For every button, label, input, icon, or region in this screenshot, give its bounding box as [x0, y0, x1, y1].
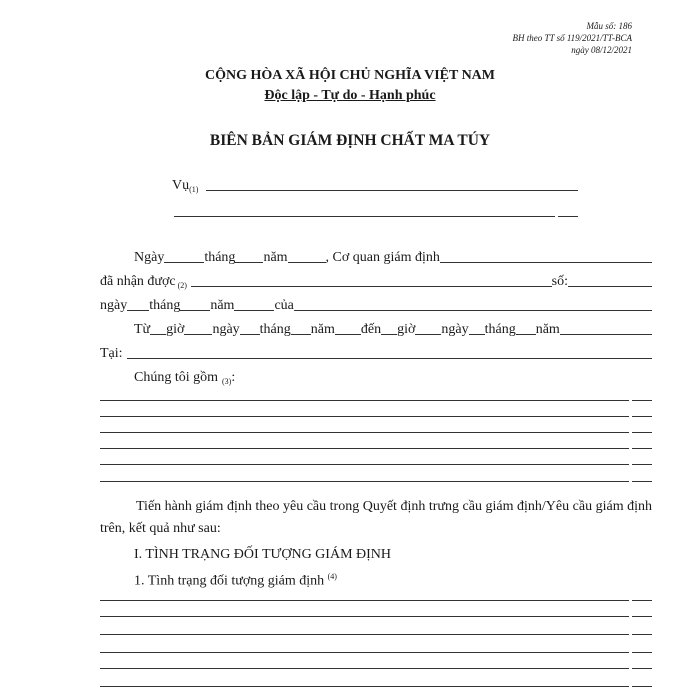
date-day-label: ngày: [100, 298, 128, 313]
to-hour-field[interactable]: [381, 334, 397, 335]
received-row: [134, 248, 652, 266]
form-date-line: ngày 08/12/2021: [571, 45, 632, 55]
case-row: [172, 176, 578, 194]
members-note: (3): [222, 377, 232, 386]
agency-label: , Cơ quan giám định: [325, 250, 440, 265]
from-label: Từ: [134, 322, 151, 337]
case-note: (1): [189, 185, 199, 194]
to-gap[interactable]: [335, 334, 361, 335]
date-year-label: năm: [210, 298, 235, 313]
from-month-label: tháng: [259, 322, 291, 337]
to-month-field[interactable]: [469, 334, 485, 335]
place-label: Tại:: [100, 346, 123, 361]
to-year-value-field[interactable]: [560, 334, 652, 335]
to-month-label: tháng: [484, 322, 516, 337]
to-day-field[interactable]: [415, 334, 441, 335]
number-label: số:: [551, 274, 568, 289]
form-number-line: Mẫu số: 186: [586, 21, 632, 31]
time-row: [134, 320, 652, 338]
country-name: CỘNG HÒA XÃ HỘI CHỦ NGHĨA VIỆT NAM: [204, 68, 495, 83]
condition-field-line-6[interactable]: [100, 686, 652, 687]
members-label: Chúng tôi gồm: [134, 370, 219, 385]
date-row: [100, 296, 652, 314]
date-month-label: tháng: [149, 298, 181, 313]
day-label: Ngày: [134, 250, 165, 265]
members-row: [134, 368, 652, 386]
from-year-label: năm: [310, 322, 335, 337]
agency-field[interactable]: [440, 262, 618, 263]
members-field-line-2[interactable]: [100, 416, 652, 417]
line-tail: [618, 286, 652, 287]
condition-field-line-5[interactable]: [100, 668, 652, 669]
condition-field-line-4[interactable]: [100, 652, 652, 653]
year-label: năm: [263, 250, 288, 265]
line-tail: [618, 310, 652, 311]
form-number: [432, 20, 632, 56]
month-field[interactable]: [235, 262, 263, 263]
from-year-field[interactable]: [291, 334, 311, 335]
from-day-field[interactable]: [184, 334, 212, 335]
document-title: BIÊN BẢN GIÁM ĐỊNH CHẤT MA TÚY: [209, 132, 491, 149]
condition-field-line-3[interactable]: [100, 634, 652, 635]
case-field-line-2[interactable]: [174, 216, 578, 217]
line-tail: [618, 358, 652, 359]
to-hour-label: giờ: [397, 322, 416, 337]
condition-field-line-2[interactable]: [100, 616, 652, 617]
section-heading: I. TÌNH TRẠNG ĐỐI TƯỢNG GIÁM ĐỊNH: [134, 547, 392, 562]
to-label: đến: [360, 322, 382, 337]
received-from-row: [100, 272, 652, 290]
received-label: đã nhận được: [100, 274, 176, 289]
received-note: (2): [177, 281, 187, 290]
from-month-field[interactable]: [240, 334, 260, 335]
month-label: tháng: [204, 250, 236, 265]
members-colon: :: [231, 370, 236, 385]
from-hour-label: giờ: [166, 322, 185, 337]
case-label: Vụ: [172, 178, 190, 193]
place-field[interactable]: [127, 358, 618, 359]
from-hour-field[interactable]: [150, 334, 166, 335]
day-field[interactable]: [164, 262, 204, 263]
subsection-heading: [134, 566, 654, 593]
condition-field-line-1[interactable]: [100, 600, 652, 601]
date-day-field[interactable]: [127, 310, 149, 311]
line-tail: [618, 262, 652, 263]
number-field[interactable]: [568, 286, 618, 287]
subsection-label: 1. Tình trạng đối tượng giám định: [134, 573, 325, 589]
members-field-line-4[interactable]: [100, 448, 652, 449]
to-year-field[interactable]: [516, 334, 536, 335]
from-day-label: ngày: [212, 322, 240, 337]
received-field[interactable]: [191, 286, 552, 287]
to-year-label: năm: [535, 322, 560, 337]
of-field[interactable]: [294, 310, 618, 311]
members-field-line-6[interactable]: [100, 481, 652, 482]
of-label: của: [274, 298, 294, 313]
form-regulation-line: BH theo TT số 119/2021/TT-BCA: [512, 33, 632, 43]
year-field[interactable]: [288, 262, 326, 263]
motto-wrap: [0, 88, 700, 104]
members-field-line-5[interactable]: [100, 464, 652, 465]
subsection-note: (4): [327, 572, 337, 581]
to-day-label: ngày: [441, 322, 469, 337]
date-year-field[interactable]: [234, 310, 274, 311]
place-row: [100, 344, 652, 362]
case-field[interactable]: [206, 190, 578, 191]
members-field-line-1[interactable]: [100, 400, 652, 401]
intro-paragraph: Tiến hành giám định theo yêu cầu trong Quyết định trưng cầu giám định/Yêu cầu giám định trên, kết quả như sau:: [100, 499, 652, 536]
members-field-line-3[interactable]: [100, 432, 652, 433]
national-motto: Độc lập - Tự do - Hạnh phúc: [264, 88, 436, 103]
date-month-field[interactable]: [180, 310, 210, 311]
